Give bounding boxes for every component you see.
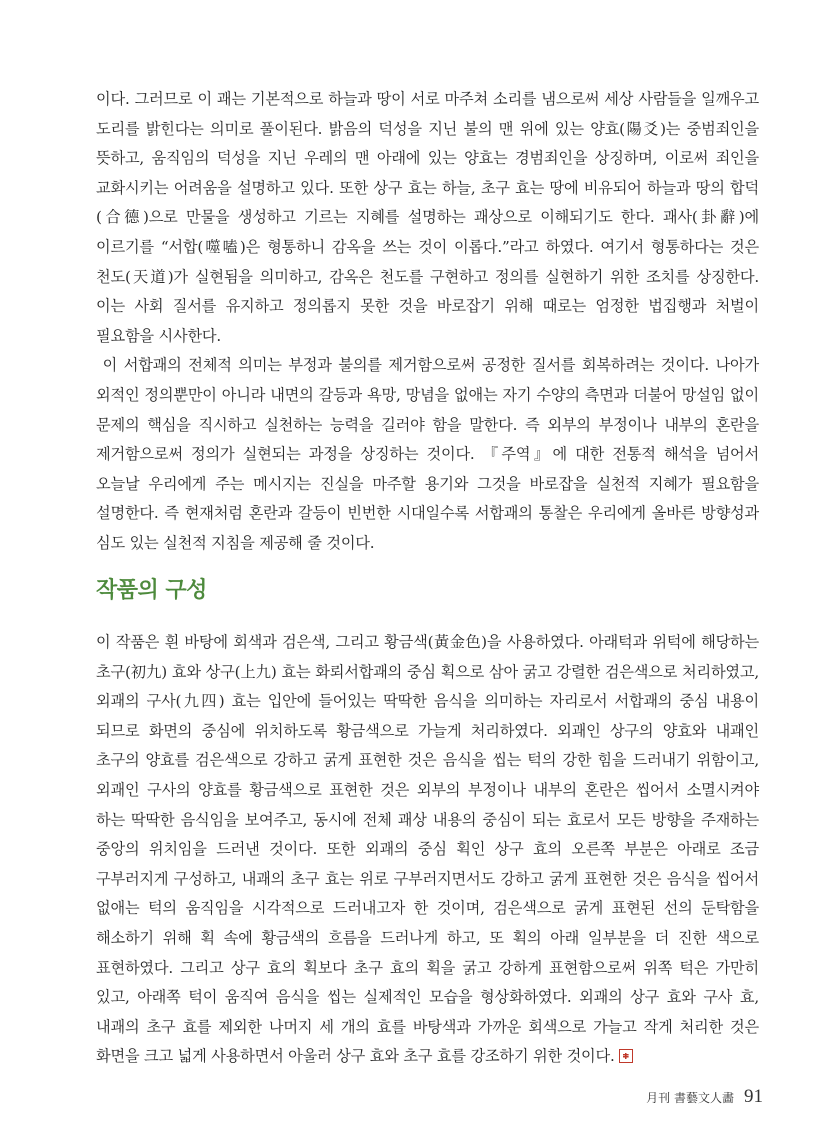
publication-name: 月刊 書藝文人畵: [646, 1091, 734, 1105]
section-heading: 작품의 구성: [96, 578, 207, 603]
composition-text: 이 작품은 흰 바탕에 회색과 검은색, 그리고 황금색(黃金色)을 사용하였다. 아래턱과 위턱에 해당하는 초구(初九) 효와 상구(上九) 효는 화뢰서합괘의 중심 획으로 삼아 굵고 강렬한 검은색으로 처리하였고, 외괘의 구사(九四) 효는 입안에 들어있는 딱딱한 음식을 의미하는 자리로서 서합괘의 중심 내용이 되므로 화면의 중심에 위치하도록 황금색으로 가늘게 처리하였다. 외괘인 상구의 양효와 내괘인 초구의 양효를 검은색으로 강하고 굵게 표현한 것은 음식을 씹는 턱의 강한 힘을 드러내기 위함이고, 외괘인 구사의 양효를 황금색으로 표현한 것은 외부의 부정이나 내부의 혼란은 씹어서 소멸시켜야 하는 딱딱한 음식임을 보여주고, 동시에 전체 괘상 내용의 중심이 되는 효로서 모든 방향을 주재하는 중앙의 위치임을 드러낸 것이다. 또한 외괘의 중심 획인 상구 효의 오른쪽 부분은 아래로 조금 구부러지게 구성하고, 내괘의 초구 효는 위로 구부러지면서도 강하고 굵게 표현한 것은 음식을 씹어서 없애는 턱의 움직임을 시각적으로 드러내고자 한 것이며, 검은색으로 굵게 표현된 선의 둔탁함을 해소하기 위해 획 속에 황금색의 흐름을 드러나게 하고, 또 획의 아래 일부분을 더 진한 색으로 표현하였다. 그리고 상구 효의 획보다 초구 효의 획을 굵고 강하게 표현함으로써 위쪽 턱은 가만히 있고, 아래쪽 턱이 움직여 음식을 씹는 실제적인 모습을 형상화하였다. 외괘의 상구 효와 구사 효, 내괘의 초구 효를 제외한 나머지 세 개의 효를 바탕색과 가까운 회색으로 가늘고 작게 처리한 것은 화면을 크고 넓게 사용하면서 아울러 상구 효와 초구 효를 강조하기 위한 것이다.: [96, 633, 759, 1066]
page-footer: [646, 1086, 763, 1108]
intro-section: [96, 85, 764, 559]
composition-paragraph: [96, 628, 759, 1072]
red-seal-icon: [619, 1049, 633, 1063]
composition-section: [96, 628, 759, 1072]
page-number: 91: [744, 1086, 763, 1107]
intro-paragraph-2: 이 서합괘의 전체적 의미는 부정과 불의를 제거함으로써 공정한 질서를 회복하려는 것이다. 나아가 외적인 정의뿐만이 아니라 내면의 갈등과 욕망, 망념을 없애는 자기 수양의 측면과 더불어 망설임 없이 문제의 핵심을 직시하고 실천하는 능력을 길러야 함을 말한다. 즉 외부의 부정이나 내부의 혼란을 제거함으로써 정의가 실현되는 과정을 상징하는 것이다. 『주역』에 대한 전통적 해석을 넘어서 오늘날 우리에게 주는 메시지는 진실을 마주할 용기와 그것을 바로잡을 실천적 지혜가 필요함을 설명한다. 즉 현재처럼 혼란과 갈등이 빈번한 시대일수록 서합괘의 통찰은 우리에게 올바른 방향성과 심도 있는 실천적 지침을 제공해 줄 것이다.: [96, 356, 764, 552]
intro-paragraph-1: 이다. 그러므로 이 괘는 기본적으로 하늘과 땅이 서로 마주쳐 소리를 냄으로써 세상 사람들을 일깨우고 도리를 밝힌다는 의미로 풀이된다. 밝음의 덕성을 지닌 불의 맨 위에 있는 양효(陽爻)는 중범죄인을 뜻하고, 움직임의 덕성을 지닌 우레의 맨 아래에 있는 양효는 경범죄인을 상징하며, 이로써 죄인을 교화시키는 어려움을 설명하고 있다. 또한 상구 효는 하늘, 초구 효는 땅에 비유되어 하늘과 땅의 합덕(合德)으로 만물을 생성하고 기르는 지혜를 설명하는 괘상으로 이해되기도 한다. 괘사(卦辭)에 이르기를 “서합(噬嗑)은 형통하니 감옥을 쓰는 것이 이롭다.”라고 하였다. 여기서 형통하다는 것은 천도(天道)가 실현됨을 의미하고, 감옥은 천도를 구현하고 정의를 실현하기 위한 조치를 상징한다. 이는 사회 질서를 유지하고 정의롭지 못한 것을 바로잡기 위해 때로는 엄정한 법집행과 처벌이 필요함을 시사한다.: [96, 90, 759, 345]
